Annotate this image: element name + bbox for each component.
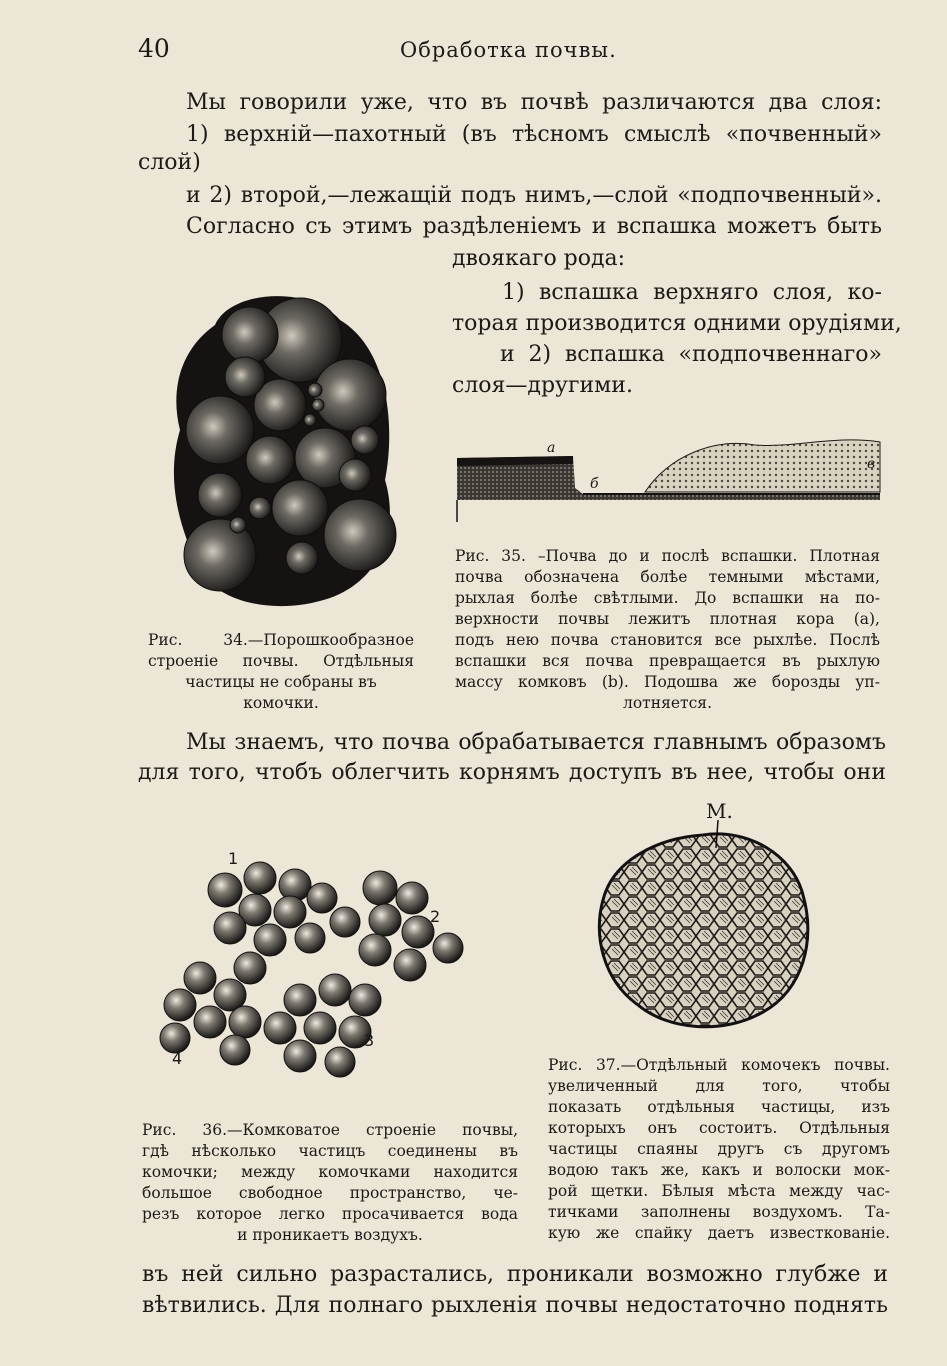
caption-line: водою такъ же, какъ и волоски мок- xyxy=(548,1161,890,1179)
middle-line-2: для того, чтобъ облегчить корнямъ доступъ въ нее, чтобы они xyxy=(138,760,886,785)
caption-line: верхности почвы лежитъ плотная кора (a), xyxy=(455,610,880,628)
caption-line: Рис. 36.—Комковатое строенiе почвы, xyxy=(142,1121,518,1139)
intro-line-1: Мы говорили уже, что въ почвѣ различаются два слоя: xyxy=(186,90,882,115)
caption-line: частицы не собраны въ xyxy=(185,673,377,691)
caption-line: частицы спаяны другъ съ другомъ xyxy=(548,1140,890,1158)
figure-34-caption xyxy=(148,630,414,714)
figure-35-caption xyxy=(455,546,880,714)
caption-line: Рис. 37.—Отдѣльный комочекъ почвы. xyxy=(548,1056,890,1074)
figure-35-illustration xyxy=(455,430,880,525)
running-title: Обработка почвы. xyxy=(400,38,617,62)
label-3: 3 xyxy=(364,1031,375,1050)
caption-line: большое свободное пространство, че- xyxy=(142,1184,518,1202)
intro-line-7: 1) вспашка верхняго слоя, ко- xyxy=(502,280,882,305)
caption-line: рыхлая болѣе свѣтлыми. До вспашки на по- xyxy=(455,589,880,607)
caption-line: комочки; между комочками находится xyxy=(142,1163,518,1181)
figure-36-caption xyxy=(142,1120,518,1246)
caption-line: увеличенный для того, чтобы xyxy=(548,1077,890,1095)
caption-line: тичками заполнены воздухомъ. Та- xyxy=(548,1203,890,1221)
closing-line-1: въ ней сильно разрастались, проникали возможно глубже и xyxy=(142,1262,888,1287)
figure-37-illustration xyxy=(588,800,818,1050)
caption-line: вспашки вся почва превращается въ рыхлую xyxy=(455,652,880,670)
caption-line: Рис. 35. –Почва до и послѣ вспашки. Плотная xyxy=(455,547,880,565)
label-m: M. xyxy=(706,799,733,823)
intro-line-2: 1) верхнiй—пахотный (въ тѣсномъ смыслѣ «почвенный» xyxy=(186,122,882,147)
page-number: 40 xyxy=(138,34,170,63)
caption-line: строенiе почвы. Отдѣльныя xyxy=(148,652,414,670)
caption-line: которыхъ онъ состоитъ. Отдѣльныя xyxy=(548,1119,890,1137)
caption-line: почва обозначена болѣе темными мѣстами, xyxy=(455,568,880,586)
label-1: 1 xyxy=(228,849,239,868)
label-4: 4 xyxy=(172,1049,183,1068)
figure-37-caption xyxy=(548,1055,890,1244)
closing-line-2: вѣтвились. Для полнаго рыхленiя почвы недостаточно поднять xyxy=(142,1293,888,1318)
label-a: a xyxy=(547,440,556,456)
caption-line: и проникаетъ воздухъ. xyxy=(237,1226,423,1244)
intro-line-9: и 2) вспашка «подпочвеннаго» xyxy=(500,342,882,367)
intro-line-5: Согласно съ этимъ раздѣленiемъ и вспашка можетъ быть xyxy=(186,214,882,239)
intro-line-6: двоякаго рода: xyxy=(452,246,626,271)
middle-line-1: Мы знаемъ, что почва обрабатывается главнымъ образомъ xyxy=(186,730,886,755)
caption-line: рой щетки. Бѣлыя мѣста между час- xyxy=(548,1182,890,1200)
caption-line: показать отдѣльныя частицы, изъ xyxy=(548,1098,890,1116)
label-2: 2 xyxy=(430,907,441,926)
figure-36-illustration xyxy=(150,850,470,1090)
caption-line: кую же спайку даетъ известкованiе. xyxy=(548,1224,890,1242)
intro-line-3: слой) xyxy=(138,150,201,175)
caption-line: лотняется. xyxy=(623,694,712,712)
intro-line-4: и 2) второй,—лежащiй подъ нимъ,—слой «подпочвенный». xyxy=(186,183,882,208)
caption-line: резъ которое легко просачивается вода xyxy=(142,1205,518,1223)
caption-line: Рис. 34.—Порошкообразное xyxy=(148,631,414,649)
label-b: б xyxy=(590,476,599,492)
intro-line-8: торая производится одними орудiями, xyxy=(452,311,902,336)
intro-line-10: слоя—другими. xyxy=(452,373,633,398)
caption-line: комочки. xyxy=(243,694,319,712)
figure-34-illustration xyxy=(160,280,400,620)
label-v: в xyxy=(867,456,876,472)
caption-line: гдѣ нѣсколько частицъ соединены въ xyxy=(142,1142,518,1160)
caption-line: подъ нею почва становится все рыхлѣе. Послѣ xyxy=(455,631,880,649)
caption-line: массу комковъ (b). Подошва же борозды уп- xyxy=(455,673,880,691)
